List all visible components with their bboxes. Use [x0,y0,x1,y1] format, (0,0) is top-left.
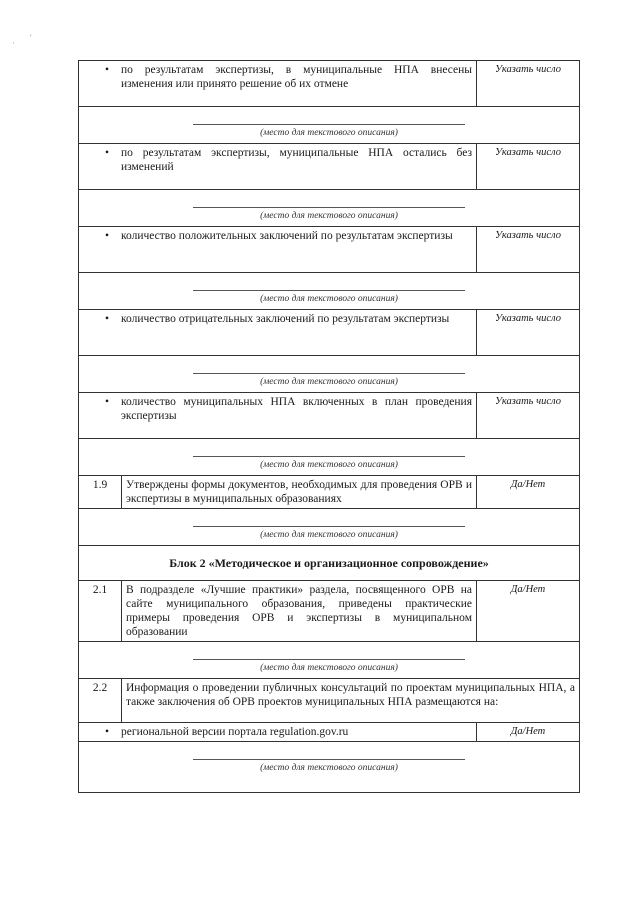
item-number: 1.9 [79,476,122,509]
bullet-icon: • [105,726,110,738]
block-heading-row [79,546,580,581]
table-row [79,144,580,190]
answer-hint: Указать число [477,310,580,356]
description-field[interactable] [79,107,580,144]
description-field[interactable] [79,742,580,793]
criterion-text [79,61,477,107]
criterion-text: Утверждены формы документов, необходимых для проведения ОРВ и экспертизы в муниципальных образованиях [122,476,477,509]
description-row [79,107,580,144]
description-line [193,290,465,291]
description-caption: (место для текстового описания) [260,530,398,540]
description-field[interactable] [79,273,580,310]
description-row [79,509,580,546]
answer-hint: Указать число [477,227,580,273]
answer-hint: Указать число [477,61,580,107]
criterion-text: Информация о проведении публичных консультаций по проектам муниципальных НПА, а также заключения об ОРВ проектов муниципальных НПА размещаются на: [122,679,580,723]
criteria-table [78,60,580,793]
criterion-text [79,310,477,356]
description-line [193,207,465,208]
item-number: 2.1 [79,581,122,642]
description-field[interactable] [79,509,580,546]
bullet-icon: • [105,313,110,325]
description-line [193,526,465,527]
table-row [79,723,580,742]
answer-hint: Да/Нет [477,476,580,509]
bullet-icon: • [105,396,110,408]
description-row [79,273,580,310]
description-caption: (место для текстового описания) [260,460,398,470]
bullet-icon: • [105,147,110,159]
description-caption: (место для текстового описания) [260,763,398,773]
table-row [79,227,580,273]
table-row [79,476,580,509]
description-line [193,759,465,760]
description-row [79,190,580,227]
table-row [79,679,580,723]
description-line [193,456,465,457]
table-row [79,581,580,642]
block-heading: Блок 2 «Методическое и организационное сопровождение» [79,546,580,581]
description-field[interactable] [79,190,580,227]
description-row [79,439,580,476]
description-line [193,659,465,660]
criterion-label: количество отрицательных заключений по результатам экспертизы [121,313,450,325]
table-row [79,61,580,107]
criterion-text [79,227,477,273]
description-caption: (место для текстового описания) [260,663,398,673]
description-row [79,356,580,393]
table-row [79,310,580,356]
criterion-text: В подразделе «Лучшие практики» раздела, посвященного ОРВ на сайте муниципального образования, приведены практические примеры проведения ОРВ и экспертизы в муниципальном образовании [122,581,477,642]
answer-hint: Указать число [477,144,580,190]
answer-hint: Указать число [477,393,580,439]
criterion-label: количество положительных заключений по результатам экспертизы [121,230,453,242]
scan-mark: ' [30,33,32,43]
criterion-text [79,723,477,742]
criterion-label: количество муниципальных НПА включенных в план проведения экспертизы [121,396,472,422]
description-caption: (место для текстового описания) [260,294,398,304]
bullet-icon: • [105,230,110,242]
description-caption: (место для текстового описания) [260,377,398,387]
description-caption: (место для текстового описания) [260,128,398,138]
criterion-label: по результатам экспертизы, муниципальные НПА остались без изменений [121,147,472,173]
description-field[interactable] [79,439,580,476]
description-line [193,124,465,125]
description-row [79,642,580,679]
scan-mark: · [12,38,15,48]
bullet-icon: • [105,64,110,76]
table-row [79,393,580,439]
description-field[interactable] [79,356,580,393]
criterion-text [79,393,477,439]
answer-hint: Да/Нет [477,723,580,742]
criterion-text [79,144,477,190]
description-line [193,373,465,374]
description-caption: (место для текстового описания) [260,211,398,221]
item-number: 2.2 [79,679,122,723]
description-row [79,742,580,793]
criterion-label: региональной версии портала regulation.gov.ru [121,726,349,738]
description-field[interactable] [79,642,580,679]
answer-hint: Да/Нет [477,581,580,642]
criterion-label: по результатам экспертизы, в муниципальные НПА внесены изменения или принято решение об их отмене [121,64,472,90]
